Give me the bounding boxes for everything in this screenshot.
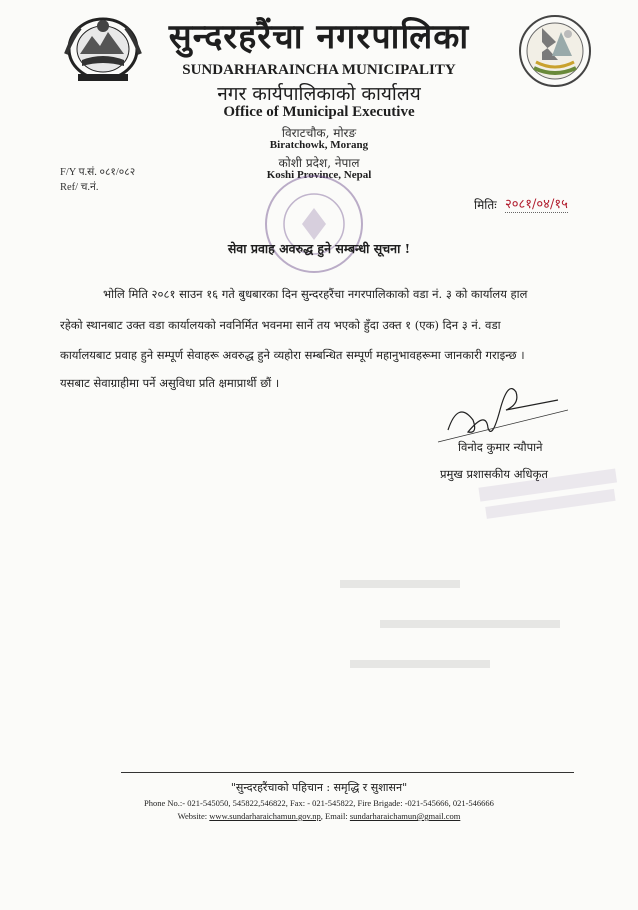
- signatory-title: प्रमुख प्रशासकीय अधिकृत: [440, 467, 548, 481]
- footer-motto: "सुन्दरहरैंचाको पहिचान : समृद्धि र सुशासन": [230, 781, 408, 794]
- signatory-name: विनोद कुमार न्यौपाने: [458, 440, 543, 454]
- office-title-en: Office of Municipal Executive: [223, 104, 415, 120]
- address-line1-np: विराटचौक, मोरङ: [281, 126, 357, 140]
- notice-title: सेवा प्रवाह अवरुद्ध हुने सम्बन्धी सूचना !: [227, 241, 411, 256]
- name-stamp-icon: [474, 466, 624, 522]
- notice-line: यसबाट सेवाग्राहीमा पर्ने असुविधा प्रति क्षमाप्रार्थी छौं ।: [60, 376, 280, 390]
- date-value: २०८१/०४/१५: [505, 194, 568, 213]
- email-link[interactable]: sundarharaichamun@gmail.com: [349, 811, 461, 821]
- office-stamp-icon: [258, 168, 370, 280]
- footer-phone: Phone No.:- 021-545050, 545822,546822, Fax: - 021-545822, Fire Brigade: -021-545666, 021-546666: [144, 798, 494, 808]
- footer-divider: [121, 772, 574, 773]
- address-line1-en: Biratchowk, Morang: [269, 139, 369, 151]
- footer-contact: [0, 811, 638, 821]
- website-label: Website:: [177, 811, 208, 821]
- reference-number: Ref/ च.नं.: [60, 182, 99, 193]
- notice-line: कार्यालयबाट प्रवाह हुने सम्पूर्ण सेवाहरू अवरुद्ध हुने व्यहोरा सम्बन्धित सम्पूर्ण महानुभावहरूमा जानकारी गराइन्छ ।: [60, 348, 525, 362]
- municipality-title-en: SUNDARHARAINCHA MUNICIPALITY: [182, 62, 456, 78]
- website-link[interactable]: www.sundarharaichamun.gov.np: [209, 811, 321, 821]
- fiscal-year-ref: F/Y प.सं. ०८१/०८२: [60, 167, 136, 178]
- signature-icon: [428, 370, 568, 450]
- notice-line: रहेको स्थानबाट उक्त वडा कार्यालयको नवनिर्मित भवनमा सार्ने तय भएको हुँदा उक्त १ (एक) दिन ३ नं. वडा: [60, 318, 501, 332]
- email-label: , Email:: [320, 811, 348, 821]
- address-line2-en: Koshi Province, Nepal: [266, 169, 372, 181]
- bleed-through-marks: [320, 560, 580, 720]
- office-title-np: नगर कार्यपालिकाको कार्यालय: [217, 83, 421, 105]
- notice-line: भोलि मिति २०८१ साउन १६ गते बुधबारका दिन सुन्दरहरैंचा नगरपालिकाको वडा नं. ३ को कार्यालय हाल: [103, 287, 528, 301]
- municipality-title-np: सुन्दरहरैंचा नगरपालिका: [168, 17, 470, 57]
- address-line2-np: कोशी प्रदेश, नेपाल: [278, 156, 360, 170]
- date-label: मितिः: [474, 198, 497, 212]
